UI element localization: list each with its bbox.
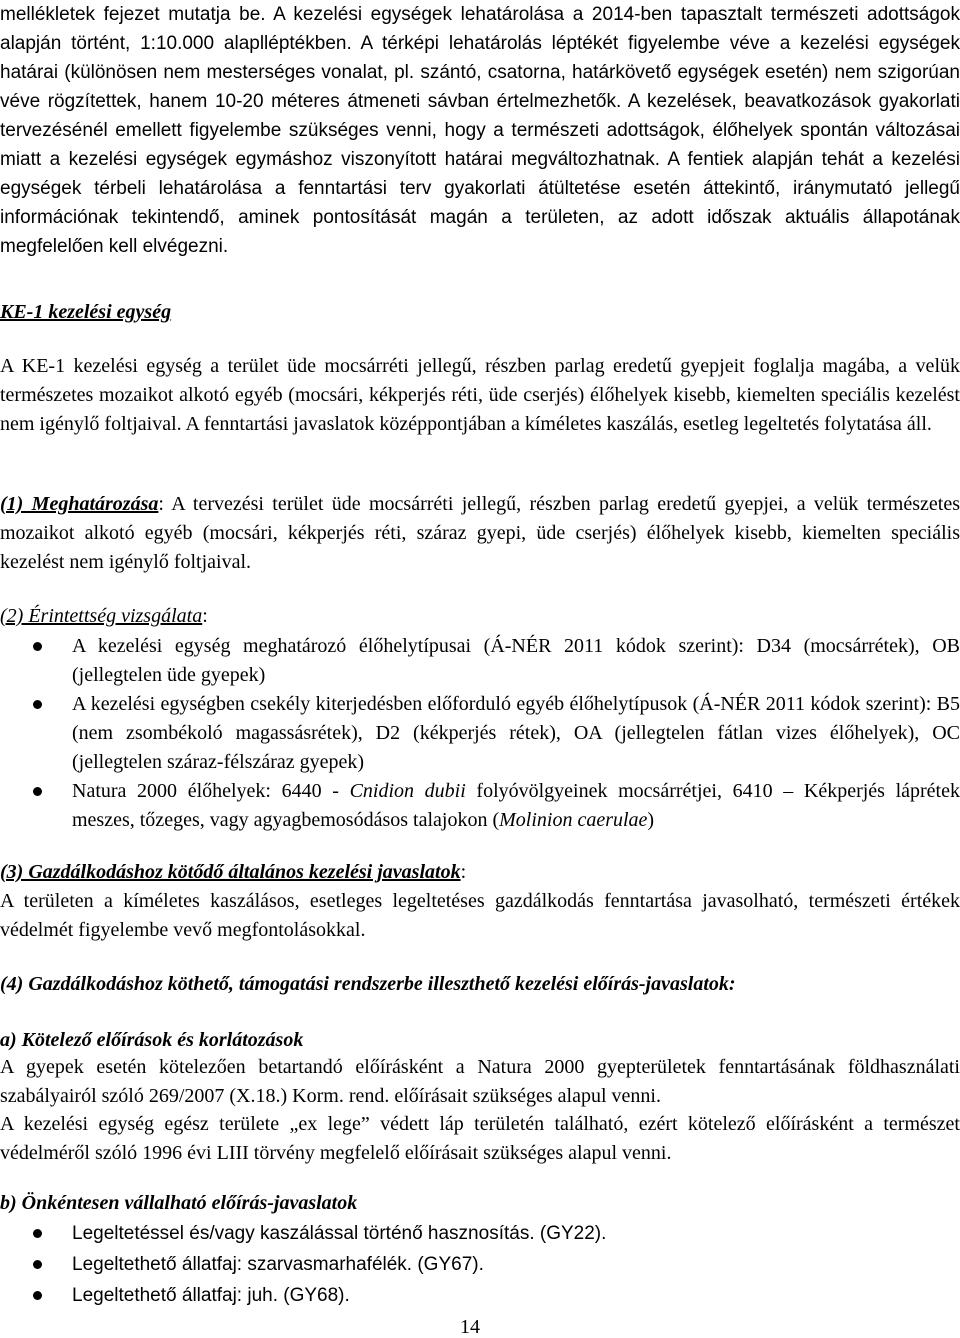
section-2-bullet-1-text: A kezelési egység meghatározó élőhelytípusai (Á-NÉR 2011 kódok szerint): D34 (mocsárrétek), OB (jellegtelen üde gyepek) (72, 635, 960, 686)
section-1-text: A tervezési terület üde mocsárréti jellegű, részben parlag eredetű gyepjei, a velük természetes mozaikot alkotó egyéb (mocsári, kékperjés réti, száraz gyepi, üde cserjés) élőhelyek kisebb, kiemelten speciális kezelést nem igénylő foltjaival. (0, 493, 960, 573)
section-b-bullet-1-text: Legeltetéssel és/vagy kaszálással történő hasznosítás. (GY22). (72, 1223, 607, 1244)
natura-italic-1: Cnidion dubii (349, 780, 466, 802)
section-b-bullet-1 (0, 1218, 960, 1249)
section-b-bullet-list (0, 1218, 960, 1311)
section-2-heading (0, 602, 960, 631)
ke1-intro-paragraph: A KE-1 kezelési egység a terület üde mocsárréti jellegű, részben parlag eredetű gyepjeit foglalja magába, a velük természetes mozaikot alkotó egyéb (mocsári, kékperjés réti, üde cserjés) élőhelyek kisebb, kiemelten speciális kezelést nem igénylő foltjaival. A fenntartási javaslatok középpontjában a kíméletes kaszálás, esetleg legeltetés folytatása áll. (0, 355, 960, 435)
section-b-heading: b) Önkéntesen vállalható előírás-javaslatok (0, 1192, 358, 1214)
page-number: 14 (460, 1316, 480, 1338)
section-a-heading: a) Kötelező előírások és korlátozások (0, 1029, 304, 1051)
section-1-colon: : (158, 493, 164, 515)
section-b-bullet-2-text: Legeltethető állatfaj: szarvasmarhafélék. (GY67). (72, 1254, 484, 1275)
section-b-bullet-3 (0, 1280, 960, 1311)
bullet-icon (33, 700, 42, 709)
ke1-heading: KE-1 kezelési egység (0, 301, 172, 323)
section-3-heading (0, 858, 960, 887)
section-b-bullet-3-text: Legeltethető állatfaj: juh. (GY68). (72, 1285, 350, 1306)
natura-text-3: ) (647, 809, 655, 831)
bullet-icon (33, 1291, 42, 1300)
natura-italic-2: Molinion caerulae (499, 809, 648, 831)
bullet-icon (33, 787, 42, 796)
bullet-icon (33, 1229, 42, 1238)
section-1-paragraph (0, 490, 960, 577)
section-2-label: (2) Érintettség vizsgálata (0, 605, 203, 627)
section-a-text-2: A kezelési egység egész területe „ex lege” védett láp területén található, ezért kötelező előírásként a természet védelméről szóló 1996 évi LIII törvény megfelelő előírásait szükséges alapul venni. (0, 1113, 960, 1164)
section-a-text-1: A gyepek esetén kötelezően betartandó előírásként a Natura 2000 gyepterületek fenntartásának földhasználati szabályairól szóló 269/2007 (X.18.) Korm. rend. előírásait szükséges alapul venni. (0, 1056, 960, 1107)
section-3-colon: : (460, 861, 467, 883)
section-2-bullet-list (0, 632, 960, 835)
section-2-colon: : (202, 605, 208, 627)
natura-text-2: folyóvölgyeinek mocsárrétjei, 6410 – Kékperjés láprétek meszes, tőzeges, vagy agyagbemosódásos talajokon ( (72, 780, 960, 831)
section-b-bullet-2 (0, 1249, 960, 1280)
natura-text-1: Natura 2000 élőhelyek: 6440 - (72, 780, 350, 802)
section-1-label: (1) Meghatározása (0, 493, 159, 515)
section-3-label: (3) Gazdálkodáshoz kötődő általános kezelési javaslatok (0, 861, 461, 883)
intro-paragraph: mellékletek fejezet mutatja be. A kezelési egységek lehatárolása a 2014-ben tapasztalt természeti adottságok alapján történt, 1:10.000 alaplléptékben. A térképi lehatárolás léptékét figyelembe véve a kezelési egységek határai (különösen nem mesterséges vonalat, pl. szántó, csatorna, határkövető egységek esetén) nem szigorúan véve rögzítettek, hanem 10-20 méteres átmeneti sávban értelmezhetők. A kezelések, beavatkozások gyakorlati tervezésénél emellett figyelembe szükséges venni, hogy a természeti adottságok, élőhelyek spontán változásai miatt a kezelési egységek egymáshoz viszonyított határai megváltozhatnak. A fentiek alapján tehát a kezelési egységek térbeli lehatárolása a fenntartási terv gyakorlati átültetése esetén áttekintő, iránymutató jellegű információnak tekintendő, aminek pontosítását magán a területen, az adott időszak aktuális állapotának megfelelően kell elvégezni. (0, 4, 960, 257)
section-4-heading: (4) Gazdálkodáshoz köthető, támogatási rendszerbe illeszthető kezelési előírás-javaslatok: (0, 973, 736, 995)
bullet-icon (33, 1260, 42, 1269)
section-2-bullet-3 (0, 777, 960, 835)
section-2-bullet-1 (0, 632, 960, 690)
section-2-bullet-2-text: A kezelési egységben csekély kiterjedésben előforduló egyéb élőhelytípusok (Á-NÉR 2011 kódok szerint): B5 (nem zsombékoló magassásrétek), D2 (kékperjés rétek), OA (jellegtelen fátlan vizes élőhelyek), OC (jellegtelen száraz-félszáraz gyepek) (72, 693, 960, 773)
bullet-icon (33, 642, 42, 651)
section-2-bullet-2 (0, 690, 960, 777)
section-3-text: A területen a kíméletes kaszálásos, esetleges legeltetéses gazdálkodás fenntartása javasolható, természeti értékek védelmét figyelembe vevő megfontolásokkal. (0, 890, 960, 941)
